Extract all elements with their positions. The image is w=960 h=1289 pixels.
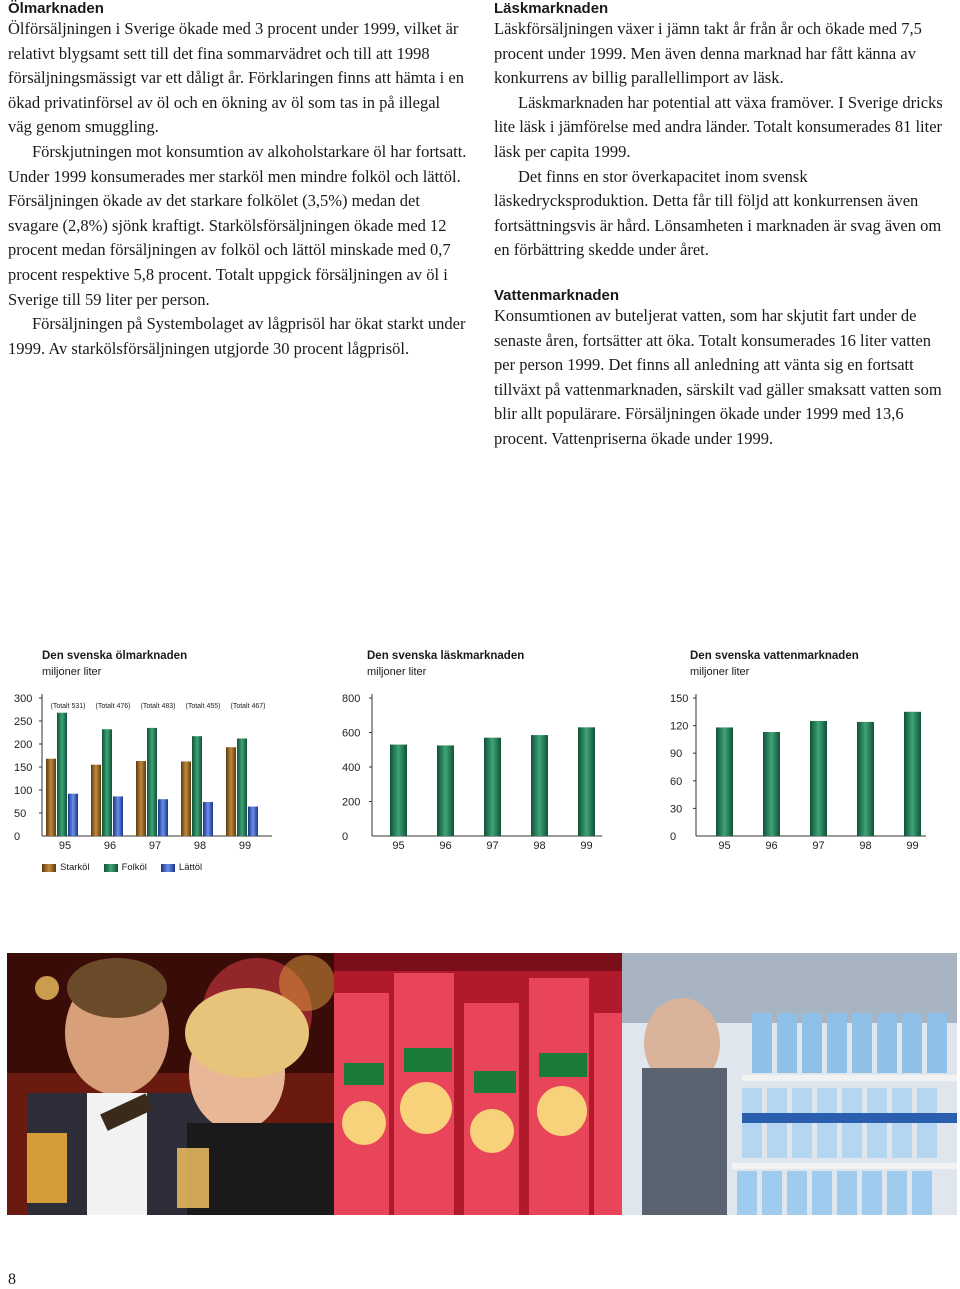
heading-olmarknaden: Ölmarknaden: [8, 0, 104, 17]
y-tick-label: 250: [14, 716, 33, 728]
y-tick-label: 30: [670, 803, 683, 816]
paragraph: Ölförsäljningen i Sverige ökade med 3 procent under 1999, vilket är relativt blygsamt sett till det fina sommarvädret och till att 1998 försäljningsmässigt var ett dåligt år. Förklaringen finns att hämta i en ökad privatinförsel av öl och en ökning av öl som tas in på illegal väg genom smuggling.: [8, 19, 464, 137]
y-tick-label: 0: [342, 831, 349, 843]
chart-unit: miljoner liter: [42, 666, 102, 678]
total-label: (Totalt 531): [50, 703, 86, 710]
right-column: [494, 0, 954, 452]
y-tick-label: 90: [670, 748, 683, 761]
soda-bottles-photo: [334, 953, 622, 1215]
paragraph: Läskmarknaden har potential att växa framöver. I Sverige dricks lite läsk i jämförelse med andra länder. Totalt konsumerades 81 liter läsk per capita 1999.: [494, 92, 943, 161]
chart-vattenmarknaden: [650, 650, 950, 850]
page-number: 8: [8, 1271, 16, 1288]
x-tick-label: 99: [906, 840, 919, 852]
photo-strip: [7, 953, 957, 1215]
paragraph: Det finns en stor överkapacitet inom svensk läskedrycksproduktion. Detta får till följd att konkurrensen även fortsättningsvis är hård. Lönsamheten i marknaden är svag även om en förbättring skedde under året.: [494, 166, 942, 260]
y-tick-label: 150: [14, 762, 33, 774]
chart-title: Den svenska läskmarknaden: [367, 650, 525, 662]
x-tick-label: 95: [392, 840, 405, 852]
x-tick-label: 98: [193, 840, 207, 852]
left-column: [8, 0, 468, 361]
legend-item-folkol: [104, 862, 147, 873]
total-label: (Totalt 483): [140, 703, 176, 710]
legend-item-starkol: [42, 862, 90, 873]
legend-label: Starköl: [60, 862, 90, 873]
paragraph: Konsumtionen av buteljerat vatten, som har skjutit fart under de senaste åren, fortsätter att öka. Totalt konsumerades 16 liter vatten per person 1999. Det finns all anledning att vänta sig en fortsatt tillväxt på vattenmarknaden, särskilt vad gäller smaksatt vatten som blir allt populärare. Försäljningen ökade under 1999 med 13,6 procent. Vattenpriserna ökade under 1999.: [494, 305, 942, 448]
legend-label: Lättöl: [178, 862, 203, 873]
x-tick-label: 95: [718, 840, 731, 852]
paragraph: Förskjutningen mot konsumtion av alkoholstarkare öl har fortsatt. Under 1999 konsumerades mer starköl men mindre folköl och lättöl. Försäljningen ökade av det starkare folkölet (3,5%) medan det svagare (2,8%) sjönk kraftigt. Starkölsförsäljningen ökade med 12 procent medan försäljningen av folköl och lättöl minskade med 0,7 procent respektive 5,8 procent. Totalt uppgick försäljningen av öl i Sverige till 59 liter per person.: [8, 141, 467, 309]
legend-label: Folköl: [121, 862, 147, 873]
x-tick-label: 97: [148, 840, 162, 852]
heading-laskmarknaden: Läskmarknaden: [494, 0, 609, 17]
paragraph: Läskförsäljningen växer i jämn takt år från år och ökade med 7,5 procent under 1999. Men även denna marknad har fått känna av konkurrens av billig parallellimport av läsk.: [494, 19, 922, 88]
chart-unit: miljoner liter: [690, 666, 750, 678]
y-tick-label: 0: [670, 831, 677, 843]
x-tick-label: 98: [859, 840, 872, 852]
x-tick-label: 99: [238, 840, 252, 852]
y-tick-label: 300: [14, 693, 33, 705]
heading-vattenmarknaden: Vattenmarknaden: [494, 286, 620, 304]
chart-title: Den svenska vattenmarknaden: [690, 650, 859, 662]
y-tick-label: 120: [670, 720, 689, 733]
legend-item-lattol: [161, 862, 202, 873]
x-tick-label: 97: [486, 840, 499, 852]
x-tick-label: 98: [533, 840, 546, 852]
x-tick-label: 96: [439, 840, 452, 852]
y-tick-label: 800: [342, 693, 361, 705]
paragraph: Försäljningen på Systembolaget av lågprisöl har ökat starkt under 1999. Av starkölsförsäljningen utgjorde 30 procent lågprisöl.: [8, 314, 466, 358]
y-tick-label: 0: [14, 831, 21, 843]
total-label: (Totalt 476): [95, 703, 131, 710]
y-tick-label: 600: [342, 727, 361, 740]
x-tick-label: 97: [812, 840, 825, 852]
y-tick-label: 100: [14, 785, 33, 797]
x-tick-label: 96: [765, 840, 778, 852]
legend-swatch: [161, 864, 175, 872]
chart-unit: miljoner liter: [367, 666, 427, 678]
x-tick-label: 96: [103, 840, 117, 852]
y-tick-label: 60: [670, 775, 683, 788]
x-tick-label: 95: [58, 840, 72, 852]
chart-legend: [42, 862, 202, 873]
y-tick-label: 150: [670, 693, 689, 705]
total-label: (Totalt 455): [185, 703, 221, 710]
y-tick-label: 50: [14, 808, 27, 820]
y-tick-label: 400: [342, 762, 361, 774]
y-tick-label: 200: [342, 796, 361, 809]
chart-title: Den svenska ölmarknaden: [42, 650, 188, 662]
chart-laskmarknaden: [330, 650, 630, 850]
total-label: (Totalt 467): [230, 703, 266, 710]
beer-pub-photo: [7, 953, 334, 1215]
y-tick-label: 200: [14, 739, 33, 751]
x-tick-label: 99: [580, 840, 593, 852]
legend-swatch: [104, 864, 118, 872]
chart-olmarknaden: [0, 650, 320, 850]
legend-swatch: [42, 864, 56, 872]
water-shelf-photo: [622, 953, 957, 1215]
